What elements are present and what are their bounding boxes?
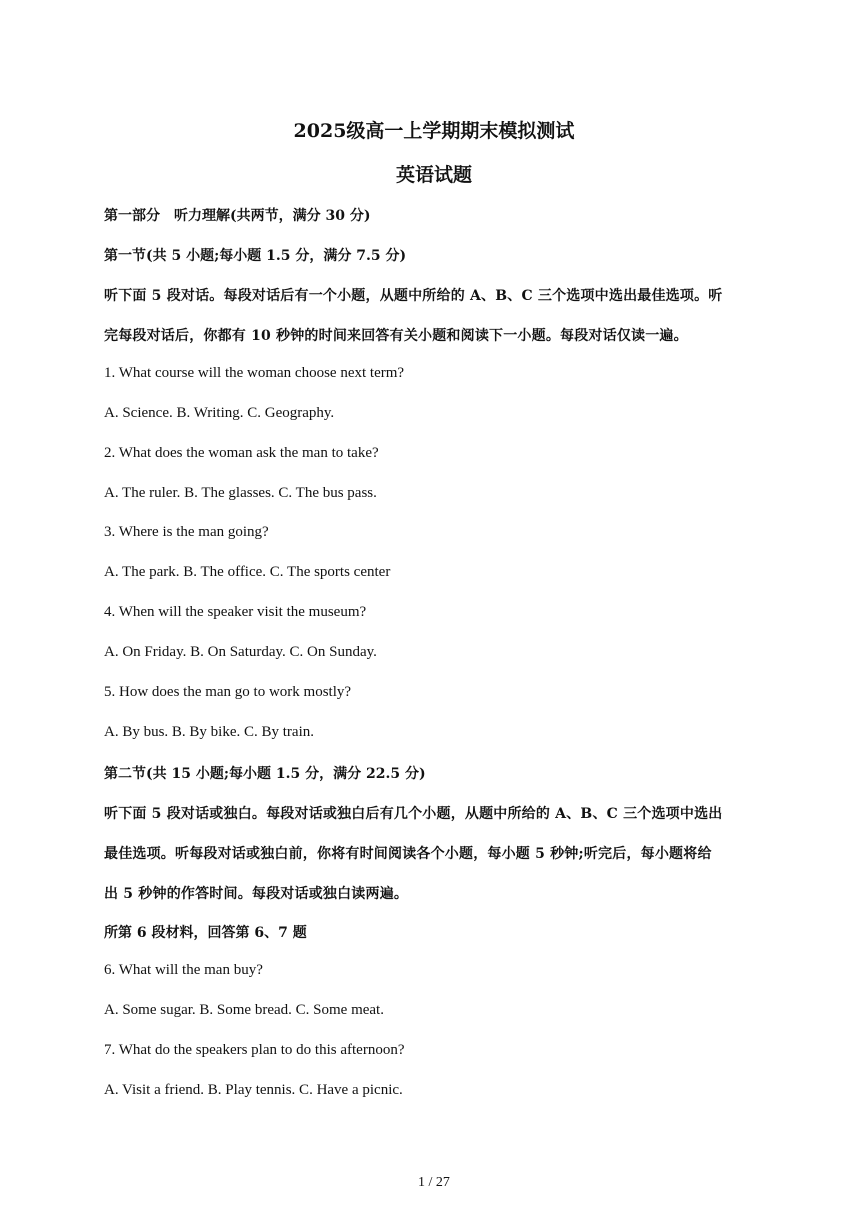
question-1: 1. What course will the woman choose next term? [104,365,405,381]
question-7-options: A. Visit a friend. B. Play tennis. C. Have a picnic. [104,1082,403,1098]
document-subtitle: 英语试题 [395,164,472,186]
page-number: 1 / 27 [418,1175,450,1190]
material-heading: 所第 6 段材料，回答第 6、7 题 [104,925,307,941]
section2-instruction-line3: 出 5 秒钟的作答时间。每段对话或独白读两遍。 [104,886,409,902]
section1-heading: 第一节(共 5 小题;每小题 1.5 分，满分 7.5 分) [104,248,407,264]
question-2: 2. What does the woman ask the man to take? [104,445,379,461]
question-4-options: A. On Friday. B. On Saturday. C. On Sunday. [104,644,377,660]
question-6-options: A. Some sugar. B. Some bread. C. Some meat. [104,1002,384,1018]
question-5-options: A. By bus. B. By bike. C. By train. [104,724,315,740]
question-5: 5. How does the man go to work mostly? [104,684,352,700]
section2-heading: 第二节(共 15 小题;每小题 1.5 分，满分 22.5 分) [104,766,426,782]
section1-instruction-line1: 听下面 5 段对话。每段对话后有一个小题，从题中所给的 A、B、C 三个选项中选出最佳选项。听 [104,288,723,304]
section2-instruction-line2: 最佳选项。听每段对话或独白前，你将有时间阅读各个小题，每小题 5 秒钟;听完后，每小题将给 [104,846,712,862]
question-2-options: A. The ruler. B. The glasses. C. The bus pass. [104,485,377,501]
section1-instruction-line2: 完每段对话后，你都有 10 秒钟的时间来回答有关小题和阅读下一小题。每段对话仅读一遍。 [104,328,688,344]
question-4: 4. When will the speaker visit the museum? [104,604,367,620]
question-1-options: A. Science. B. Writing. C. Geography. [104,405,335,421]
document-title: 2025级高一上学期期末模拟测试 [293,120,575,142]
part1-heading: 第一部分 听力理解(共两节，满分 30 分) [104,208,371,224]
question-3: 3. Where is the man going? [104,524,269,540]
question-6: 6. What will the man buy? [104,962,263,978]
question-7: 7. What do the speakers plan to do this afternoon? [104,1042,405,1058]
section2-instruction-line1: 听下面 5 段对话或独白。每段对话或独白后有几个小题，从题中所给的 A、B、C 三个选项中选出 [104,806,723,822]
question-3-options: A. The park. B. The office. C. The sports center [104,564,391,580]
